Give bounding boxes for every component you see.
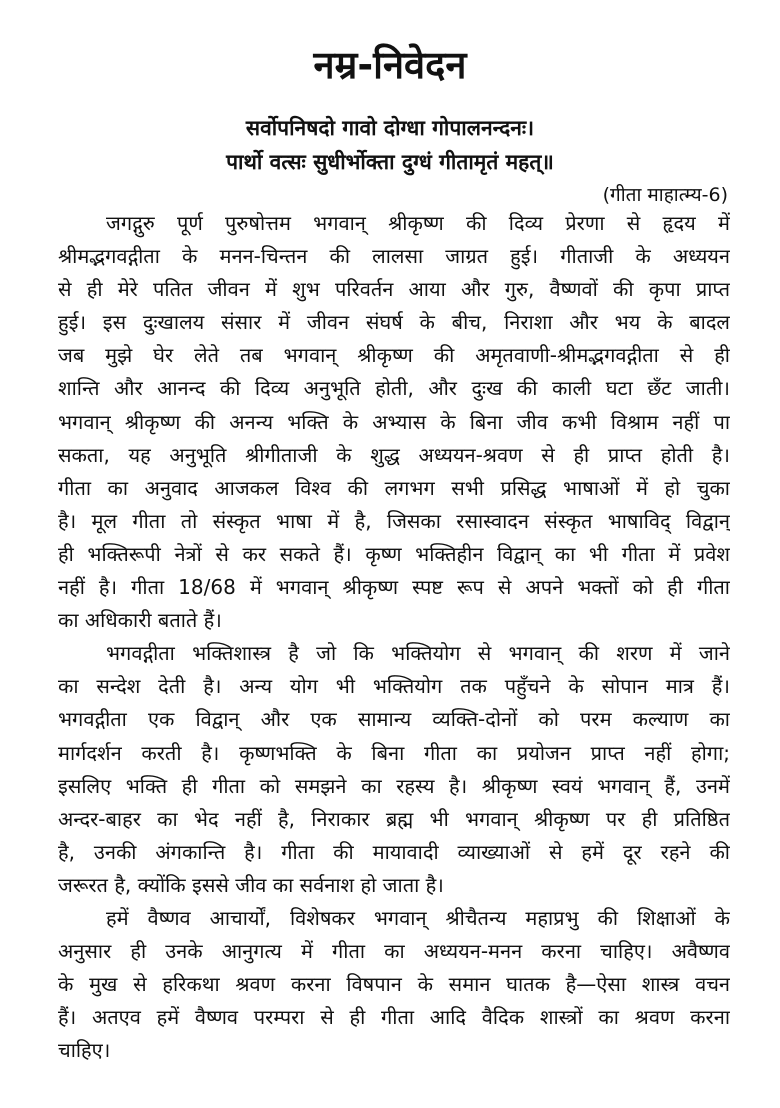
text-line: का अधिकारी बताते हैं। (58, 608, 222, 633)
text-line: चाहिए। (58, 1038, 111, 1063)
paragraph (58, 637, 730, 902)
text-line: का सन्देश देती है। अन्य योग भी भक्तियोग तक पहुँचने के सोपान मात्र हैं। (58, 674, 730, 699)
text-line: भगवद्गीता एक विद्वान् और एक सामान्य व्यक्ति-दोनों को परम कल्याण का (58, 707, 730, 732)
text-line: श्रीमद्भगवद्गीता के मनन-चिन्तन की लालसा जाग्रत हुई। गीताजी के अध्ययन (58, 244, 730, 269)
text-line: शान्ति और आनन्द की दिव्य अनुभूति होती, और दुःख की काली घटा छँट जाती। (58, 376, 730, 401)
text-line: सकता, यह अनुभूति श्रीगीताजी के शुद्ध अध्ययन-श्रवण से ही प्राप्त होती है। (58, 442, 730, 467)
text-line: गीता का अनुवाद आजकल विश्व की लगभग सभी प्रसिद्ध भाषाओं में हो चुका (58, 475, 730, 500)
text-line: से ही मेरे पतित जीवन में शुभ परिवर्तन आया और गुरु, वैष्णवों की कृपा प्राप्त (58, 277, 730, 302)
page-title: नम्र-निवेदन (313, 43, 467, 87)
verse-line-1: सर्वोपनिषदो गावो दोग्धा गोपालनन्दनः। (245, 116, 535, 140)
text-line: हमें वैष्णव आचार्यों, विशेषकर भगवान् श्रीचैतन्य महाप्रभु की शिक्षाओं के (106, 905, 730, 930)
text-line: नहीं है। गीता 18/68 में भगवान् श्रीकृष्ण स्पष्ट रूप से अपने भक्तों को ही गीता (58, 575, 730, 600)
text-line: जब मुझे घेर लेते तब भगवान् श्रीकृष्ण की अमृतवाणी-श्रीमद्भगवद्गीता से ही (58, 343, 730, 368)
text-line: अन्दर-बाहर का भेद नहीं है, निराकार ब्रह्म भी भगवान् श्रीकृष्ण पर ही प्रतिष्ठित (58, 806, 730, 831)
verse-line-2: पार्थो वत्सः सुधीर्भोक्ता दुग्धं गीतामृतं महत्॥ (226, 150, 554, 174)
text-line: है। मूल गीता तो संस्कृत भाषा में है, जिसका रसास्वादन संस्कृत भाषाविद् विद्वान् (58, 508, 730, 533)
document-body (58, 207, 730, 1067)
text-line: मार्गदर्शन करती है। कृष्णभक्ति के बिना गीता का प्रयोजन प्राप्त नहीं होगा; (58, 740, 730, 765)
text-line: है, उनकी अंगकान्ति है। गीता की मायावादी व्याख्याओं से हमें दूर रहने की (58, 839, 730, 864)
text-line: इसलिए भक्ति ही गीता को समझने का रहस्य है। श्रीकृष्ण स्वयं भगवान् हैं, उनमें (58, 773, 730, 798)
text-line: के मुख से हरिकथा श्रवण करना विषपान के समान घातक है—ऐसा शास्त्र वचन (58, 972, 730, 997)
verse-citation: (गीता माहात्म्य-6) (602, 184, 728, 206)
text-line: हुई। इस दुःखालय संसार में जीवन संघर्ष के बीच, निराशा और भय के बादल (58, 310, 730, 335)
paragraph (58, 902, 730, 1067)
text-line: भगवान् श्रीकृष्ण की अनन्य भक्ति के अभ्यास के बिना जीव कभी विश्राम नहीं पा (58, 409, 730, 434)
text-line: भगवद्गीता भक्तिशास्त्र है जो कि भक्तियोग से भगवान् की शरण में जाने (106, 641, 730, 666)
text-line: जरूरत है, क्योंकि इससे जीव का सर्वनाश हो जाता है। (58, 872, 444, 897)
text-line: ही भक्तिरूपी नेत्रों से कर सकते हैं। कृष्ण भक्तिहीन विद्वान् का भी गीता में प्रवेश (58, 541, 730, 566)
paragraph (58, 207, 730, 637)
text-line: जगद्गुरु पूर्ण पुरुषोत्तम भगवान् श्रीकृष्ण की दिव्य प्रेरणा से हृदय में (106, 211, 730, 235)
text-line: अनुसार ही उनके आनुगत्य में गीता का अध्ययन-मनन करना चाहिए। अवैष्णव (58, 939, 730, 964)
text-line: हैं। अतएव हमें वैष्णव परम्परा से ही गीता आदि वैदिक शास्त्रों का श्रवण करना (58, 1005, 730, 1030)
